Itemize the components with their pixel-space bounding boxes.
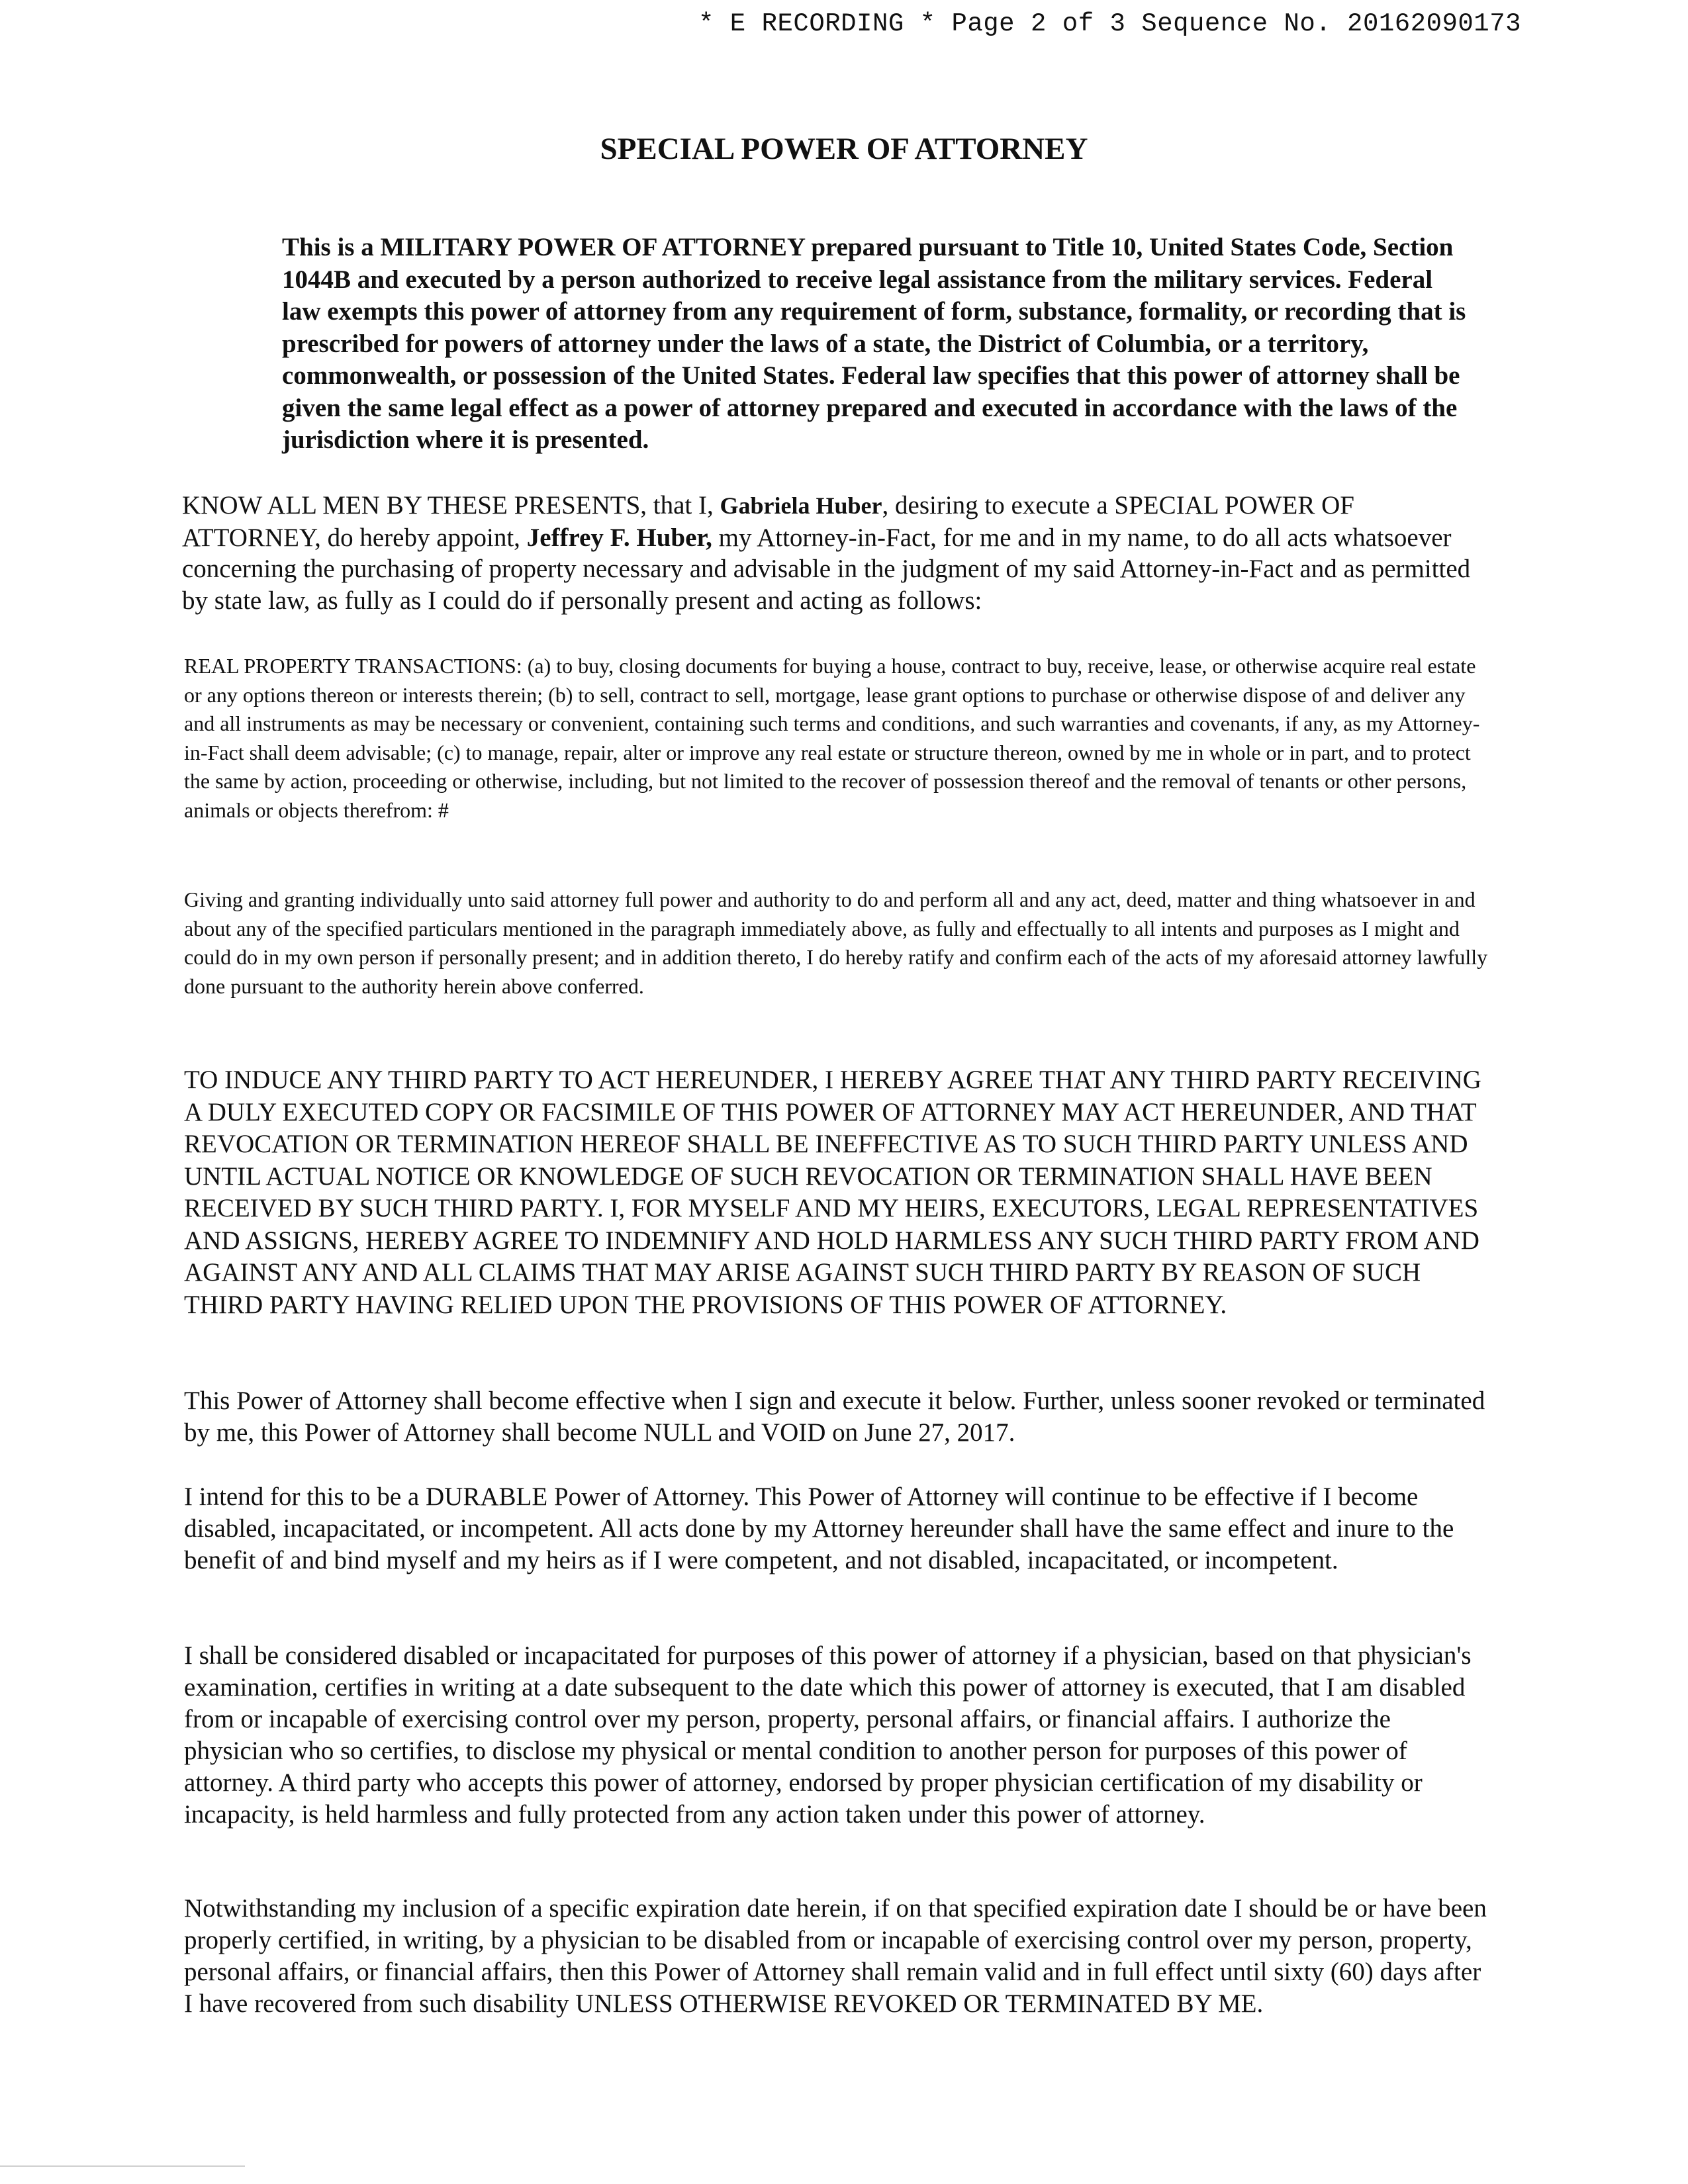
granting-paragraph: Giving and granting individually unto said attorney full power and authority to do and perform all and any act, deed, matter and thing whatsoever in and about any of the specified particulars mentioned in the paragraph immediately above, as fully and effectually to all intents and purposes as I might and could do in my own person if personally present; and in addition thereto, I do hereby ratify and confirm each of the acts of my aforesaid attorney lawfully done pursuant to the authority herein above conferred. (184, 887, 1488, 998)
military-notice-paragraph: This is a MILITARY POWER OF ATTORNEY prepared pursuant to Title 10, United States Code, Section 1044B and executed by a person authorized to receive legal assistance from the military services. Federal law exempts this power of attorney from any requirement of form, substance, formality, or recording that is prescribed for powers of attorney under the laws of a state, the District of Columbia, or a territory, commonwealth, or possession of the United States. Federal law specifies that this power of attorney shall be given the same legal effect as a power of attorney prepared and executed in accordance with the laws of the jurisdiction where it is presented. (282, 233, 1466, 454)
real-property-paragraph: REAL PROPERTY TRANSACTIONS: (a) to buy, closing documents for buying a house, contract to buy, receive, lease, or otherwise acquire real estate or any options thereon or interests therein; (b) to sell, contract to sell, mortgage, lease grant options to purchase or otherwise dispose of and deliver any and all instruments as may be necessary or convenient, containing such terms and conditions, and such warranties and covenants, if any, as my Attorney-in-Fact shall deem advisable; (c) to manage, repair, alter or improve any real estate or structure thereon, owned by me in whole or in part, and to protect the same by action, proceeding or otherwise, including, but not limited to the recover of possession thereof and the removal of tenants or other persons, animals or objects therefrom: # (184, 654, 1480, 822)
third-party-paragraph: TO INDUCE ANY THIRD PARTY TO ACT HEREUNDER, I HEREBY AGREE THAT ANY THIRD PARTY RECEIVING A DULY EXECUTED COPY OR FACSIMILE OF THIS POWER OF ATTORNEY MAY ACT HEREUNDER, AND THAT REVOCATION OR TERMINATION HEREOF SHALL BE INEFFECTIVE AS TO SUCH THIRD PARTY UNLESS AND UNTIL ACTUAL NOTICE OR KNOWLEDGE OF SUCH REVOCATION OR TERMINATION SHALL HAVE BEEN RECEIVED BY SUCH THIRD PARTY. I, FOR MYSELF AND MY HEIRS, EXECUTORS, LEGAL REPRESENTATIVES AND ASSIGNS, HEREBY AGREE TO INDEMNIFY AND HOLD HARMLESS ANY SUCH THIRD PARTY FROM AND AGAINST ANY AND ALL CLAIMS THAT MAY ARISE AGAINST SUCH THIRD PARTY BY REASON OF SUCH THIRD PARTY HAVING RELIED UPON THE PROVISIONS OF THIS POWER OF ATTORNEY. (184, 1066, 1481, 1319)
recording-stamp: * E RECORDING * Page 2 of 3 Sequence No. 20162090173 (698, 9, 1521, 38)
appointment-text-3: my Attorney-in-Fact, for me and in my name, to do all acts whatsoever concerning the purchasing of property necessary and advisable in the judgment of my said Attorney-in-Fact and as permitted by state law, as fully as I could do if personally present and acting as follows: (182, 523, 1471, 615)
principal-name: Gabriela Huber (720, 492, 882, 519)
expiration-paragraph: Notwithstanding my inclusion of a specific expiration date herein, if on that specified expiration date I should be or have been properly certified, in writing, by a physician to be disabled from or incapable of exercising control over my person, property, personal affairs, or financial affairs, then this Power of Attorney shall remain valid and in full effect until sixty (60) days after I have recovered from such disability UNLESS OTHERWISE REVOKED OR TERMINATED BY ME. (184, 1894, 1487, 2018)
appointment-paragraph (182, 490, 1493, 616)
appointment-text-1: KNOW ALL MEN BY THESE PRESENTS, that I, (182, 491, 720, 520)
scan-edge-line (0, 2165, 245, 2167)
attorney-name: Jeffrey F. Huber, (526, 523, 712, 552)
durable-paragraph: I intend for this to be a DURABLE Power of Attorney. This Power of Attorney will continue to be effective if I become disabled, incapacitated, or incompetent. All acts done by my Attorney hereunder shall have the same effect and inure to the benefit of and bind myself and my heirs as if I were competent, and not disabled, incapacitated, or incompetent. (184, 1482, 1454, 1574)
page-title: SPECIAL POWER OF ATTORNEY (600, 132, 1088, 166)
effective-date-paragraph: This Power of Attorney shall become effective when I sign and execute it below. Further, unless sooner revoked or terminated by me, this Power of Attorney shall become NULL and VOID on June 27, 2017. (184, 1387, 1485, 1447)
disability-paragraph: I shall be considered disabled or incapacitated for purposes of this power of attorney if a physician, based on that physician's examination, certifies in writing at a date subsequent to the date which this power of attorney is executed, that I am disabled from or incapable of exercising control over my person, property, personal affairs, or financial affairs. I authorize the physician who so certifies, to disclose my physical or mental condition to another person for purposes of this power of attorney. A third party who accepts this power of attorney, endorsed by proper physician certification of my disability or incapacity, is held harmless and fully protected from any action taken under this power of attorney. (184, 1641, 1472, 1829)
appointment-text-2: , desiring to execute a SPECIAL POWER OF ATTORNEY, do hereby appoint, (182, 491, 1354, 552)
